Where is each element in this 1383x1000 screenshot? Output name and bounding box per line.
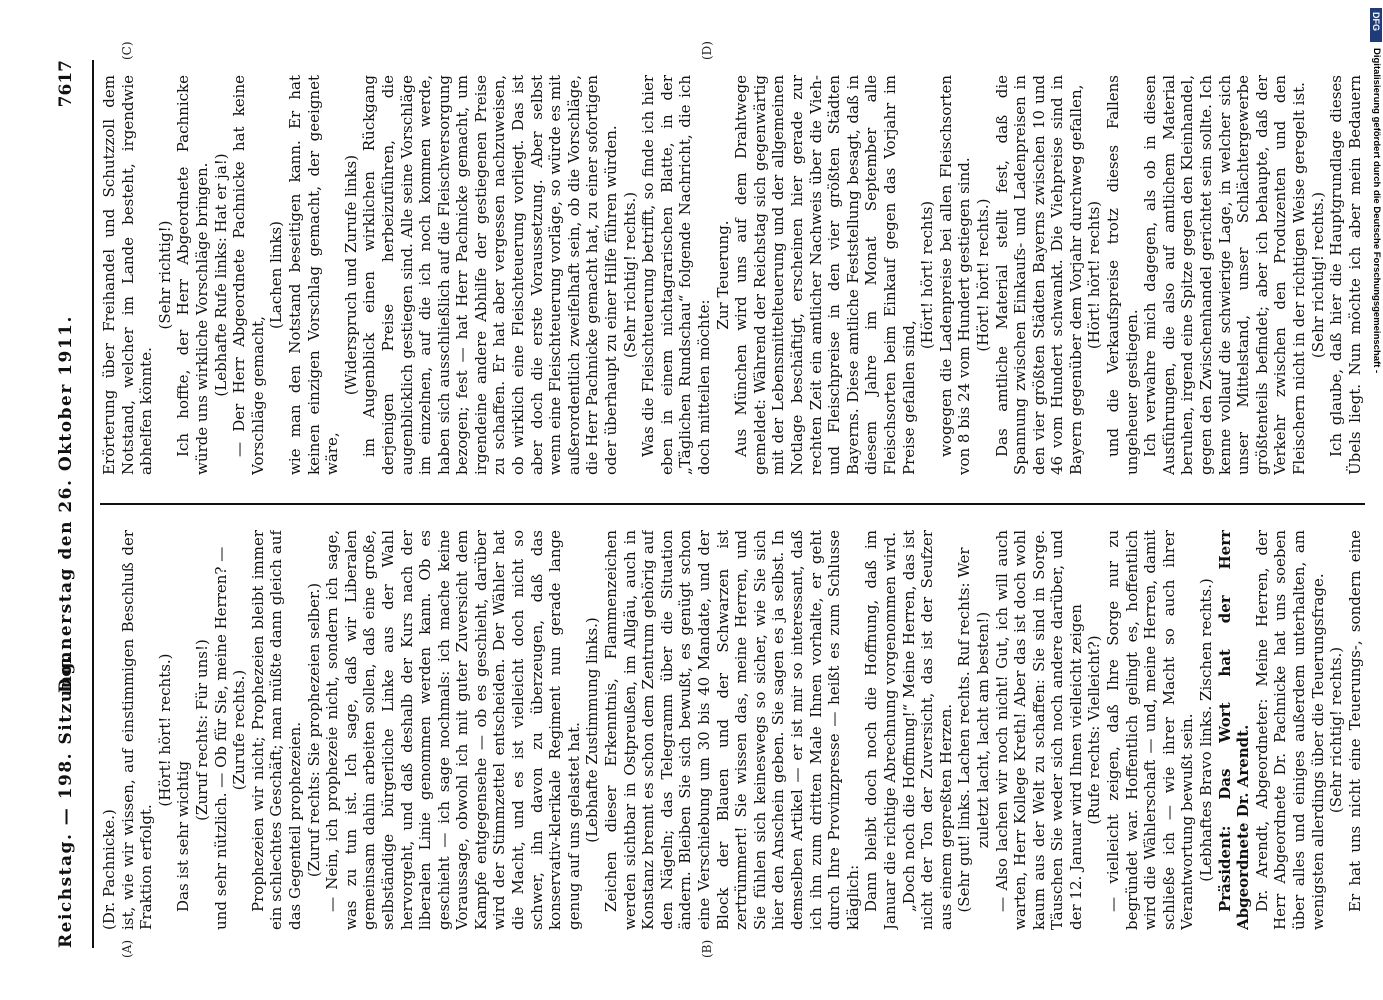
dfg-logo: [1370, 8, 1382, 42]
interjection: (Lebhafte Rufe links: Hat er ja!): [211, 153, 230, 397]
interjection: (Sehr richtig! rechts.): [1327, 646, 1346, 814]
interjection: (Hört! hört! rechts): [918, 200, 937, 350]
interjection: (Zuruf rechts: Für uns!): [192, 639, 211, 821]
interjection: (Zurufe rechts.): [230, 669, 249, 791]
paragraph: — Der Herr Abgeordnete Pachnicke hat keine Vorschläge gemacht,: [230, 75, 267, 475]
interjection: (Sehr richtig! rechts.): [1308, 191, 1327, 359]
paragraph: Prophezeien wir nicht; Prophezeien bleibt immer ein schlechtes Geschäft; man müßte dann gleich auf das Gegenteil prophezeien.: [248, 530, 304, 930]
paragraph: Das ist sehr wichtig: [174, 760, 193, 912]
paragraph: Erörterung über Freihandel und Schutzzoll dem Notstand, welcher im Lande besteht, irgendwie abhelfen könnte.: [100, 75, 156, 475]
interjection: (Widerspruch und Zurufe links): [341, 154, 360, 396]
column-rule: [100, 503, 1365, 505]
interjection: (Lachen links): [267, 220, 286, 330]
dfg-logo-text: DFG: [1371, 12, 1381, 31]
interjection: Zur Teuerung.: [713, 220, 732, 330]
page-number: 7617: [56, 60, 76, 108]
margin-label-d: (D): [700, 41, 714, 60]
interjection: (Zuruf rechts: Sie prophezeien selber.): [304, 582, 323, 878]
interjection: (Sehr gut! links. Lachen rechts. Ruf rechts: Wer zuletzt lacht, lacht am besten!): [955, 547, 992, 913]
paragraph: im Augenblick einen wirklichen Rückgang derjenigen Preise herbeizuführen, die augenblicklich gestiegen sind. Alle seine Vorschläge im einzelnen, auf die ich noch kommen werde, haben sich ausschließlich auf die Fleischversorgung bezogen; fest — hat Herr Pachnicke gemacht, um irgendeine andere Abhilfe der gestiegenen Preise zu schaffen. Er hat aber vergessen nachzuweisen, ob wirklich eine Fleischteuerung vorliegt. Das ist aber doch die erste Voraussetzung. Aber selbst wenn eine Fleischteuerung vorläge, so würde es mit außerordentlich zweifelhaft sein, ob die Vorschläge, die Herr Pachnicke gemacht hat, zu einer sofortigen oder überhaupt zu einer Hilfe führen würden.: [360, 75, 621, 475]
watermark-text: Digitalisierung gefördert durch die Deutsche Forschungsgemeinschaft -: [1371, 48, 1382, 374]
left-column: [100, 530, 1365, 930]
paragraph: Was die Fleischteuerung betrifft, so finde ich hier eben in einem nichtagrarischen Blatte, in der „Täglichen Rundschau“ folgende Nachricht, die ich doch mitteilen möchte:: [639, 75, 713, 475]
paragraph: Dr. Arendt, Abgeordneter: Meine Herren, der Herr Abgeordnete Dr. Pachnicke hat uns soeben über alles und einiges außerdem unterhalten, am wenigsten allerdings über die Teuerungsfrage.: [1252, 530, 1327, 930]
paragraph: (Dr. Pachnicke.): [100, 809, 118, 930]
paragraph: Präsident: Das Wort hat der Herr Abgeordnete Dr. Arendt.: [1215, 530, 1253, 930]
interjection: (Hört! hört! rechts.): [155, 653, 174, 807]
header-rule: [92, 60, 94, 948]
header-date: Donnerstag den 26. Oktober 1911.: [56, 315, 76, 693]
paragraph: Zeichen dieser Erkenntnis, Flammenzeichen werden sichtbar in Ostpreußen, im Allgäu, auch in Konstanz brennt es schon dem Zentrum gehörig auf den Nägeln; das Telegramm über die Situation ändern. Bleiben Sie sich bewußt, es genügt schon eine Verschiebung um 30 bis 40 Mandate, und der Block der Blauen und der Schwarzen ist zertrümmert! Sie wissen das, meine Herren, und Sie fühlen sich keineswegs so sicher, wie Sie sich hier den Anschein geben. Sie sagen es ja selbst. In demselben Artikel — er ist mir so interessant, daß ich ihn zum dritten Male Ihnen vorhalte, er geht durch Ihre Provinzpresse — heißt es zum Schlusse kläglich:: [602, 530, 862, 930]
paragraph: Ich hoffte, der Herr Abgeordnete Pachnicke würde uns wirkliche Vorschläge bringen.: [174, 75, 211, 475]
margin-label-c: (C): [120, 41, 134, 60]
paragraph: Ich glaube, daß hier die Hauptgrundlage dieses Übels liegt. Nun möchte ich aber mein Bedauern: [1327, 75, 1364, 475]
paragraph: wie man den Notstand beseitigen kann. Er hat keinen einzigen Vorschlag gemacht, der geeignet wäre,: [285, 75, 342, 475]
interjection: (Sehr richtig!): [155, 220, 174, 330]
interjection: (Lebhafte Zustimmung links.): [583, 617, 602, 843]
paragraph: Dann bleibt doch noch die Hoffnung, daß im Januar die richtige Abrechnung vorgenommen wird.: [862, 530, 899, 930]
interjection: (Rufe rechts: Vielleicht?): [1085, 635, 1104, 825]
paragraph: ist, wie wir wissen, auf einstimmigen Beschluß der Fraktion erfolgt.: [118, 530, 156, 930]
right-column: [100, 75, 1365, 475]
paragraph: Ich verwahre mich dagegen, als ob in diesen Ausführungen, die also auf amtlichem Material beruhen, irgend eine Spitze gegen den Kleinhandel, gegen den Zwischenhandel gerichtet sein sollte. Ich kenne vollauf die schwierige Lage, in welcher sich unser Mittelstand, unser Schlächtergewerbe größtenteils befindet; aber ich behaupte, daß der Verkehr zwischen den Produzenten und den Fleischern nicht in der richtigen Weise geregelt ist.: [1141, 75, 1308, 475]
paragraph: Das amtliche Material stellt fest, daß die Spannung zwischen Einkaufs- und Ladenpreisen in den vier größten Städten Bayerns zwischen 10 und 46 vom Hundert schwankt. Die Viehpreise sind in Bayern gegenüber dem Vorjahr durchweg gefallen,: [992, 75, 1085, 475]
interjection: (Lebhaftes Bravo links. Zischen rechts.): [1197, 578, 1216, 882]
paragraph: Aus München wird uns auf dem Drahtwege gemeldet: Während der Reichstag sich gegenwärtig mit der Lebensmittelteuerung und der allgemeinen Notlage beschäftigt, erscheinen hier gerade zur rechten Zeit ein amtlicher Nachweis über die Vieh- und Fleischpreise in den vier größten Städten Bayerns. Diese amtliche Feststellung besagt, daß in diesem Jahre im Monat September alle Fleischsorten beim Einkauf gegen das Vorjahr im Preise gefallen sind,: [732, 75, 918, 475]
paragraph: — Also lachen wir noch nicht! Gut, ich will auch warten, Herr Kollege Kreth! Aber das ist doch wohl kaum aus der Welt zu schaffen: Sie sind in Sorge. Täuschen Sie weder sich noch andere darüber, und der 12. Januar wird Ihnen vielleicht zeigen: [992, 530, 1085, 930]
margin-label-a: (A): [120, 939, 134, 958]
paragraph: Er hat uns nicht eine Teuerungs-, sondern eine: [1345, 530, 1364, 912]
page-header: [56, 60, 86, 948]
paragraph: wogegen die Ladenpreise bei allen Fleischsorten von 8 bis 24 vom Hundert gestiegen sind.: [936, 75, 974, 475]
interjection: (Hört! hört! rechts.): [973, 198, 992, 352]
paragraph: — Nein, ich prophezeie nicht, sondern ich sage, was zu tun ist. Ich sage, daß wir Liberalen gemeinsam dahin arbeiten sollen, daß eine große, selbständige bürgerliche Linke aus der Wahl hervorgeht, und daß deshalb der Kurs nach der liberalen Linie genommen werden kann. Ob es geschieht — ich sage nochmals: ich mache keine Voraussage, obwohl ich mit guter Zuversicht dem Kampfe entgegensehe — ob es geschieht, darüber wird der Stimmzettel entscheiden. Der Wähler hat die Macht, und es ist vielleicht doch nicht so schwer, ihn davon zu überzeugen, daß das konservativ-klerikale Regiment nun gerade lange genug auf uns gelastet hat.: [323, 530, 583, 930]
interjection: (Hört! hört! rechts): [1085, 200, 1104, 350]
digitization-watermark: [1370, 8, 1382, 998]
header-session: Reichstag. — 198. Sitzung.: [56, 653, 76, 948]
interjection: (Sehr richtig! rechts.): [620, 191, 639, 359]
paragraph: „Doch noch die Hoffnung!“ Meine Herren, das ist nicht der Ton der Zuversicht, das ist der Seufzer aus einem gepreßten Herzen.: [899, 530, 955, 930]
paragraph: und sehr nützlich. — Ob für Sie, meine Herren? —: [211, 546, 230, 930]
paragraph: und die Verkaufspreise trotz dieses Fallens ungeheuer gestiegen.: [1104, 75, 1141, 475]
paragraph: — vielleicht zeigen, daß Ihre Sorge nur zu begründet war. Hoffentlich gelingt es, hoffentlich wird die Wählerschaft — und, meine Herren, damit schließe ich — wie ihrer Macht so auch ihrer Verantwortung bewußt sein.: [1104, 530, 1197, 930]
margin-label-b: (B): [700, 939, 714, 958]
